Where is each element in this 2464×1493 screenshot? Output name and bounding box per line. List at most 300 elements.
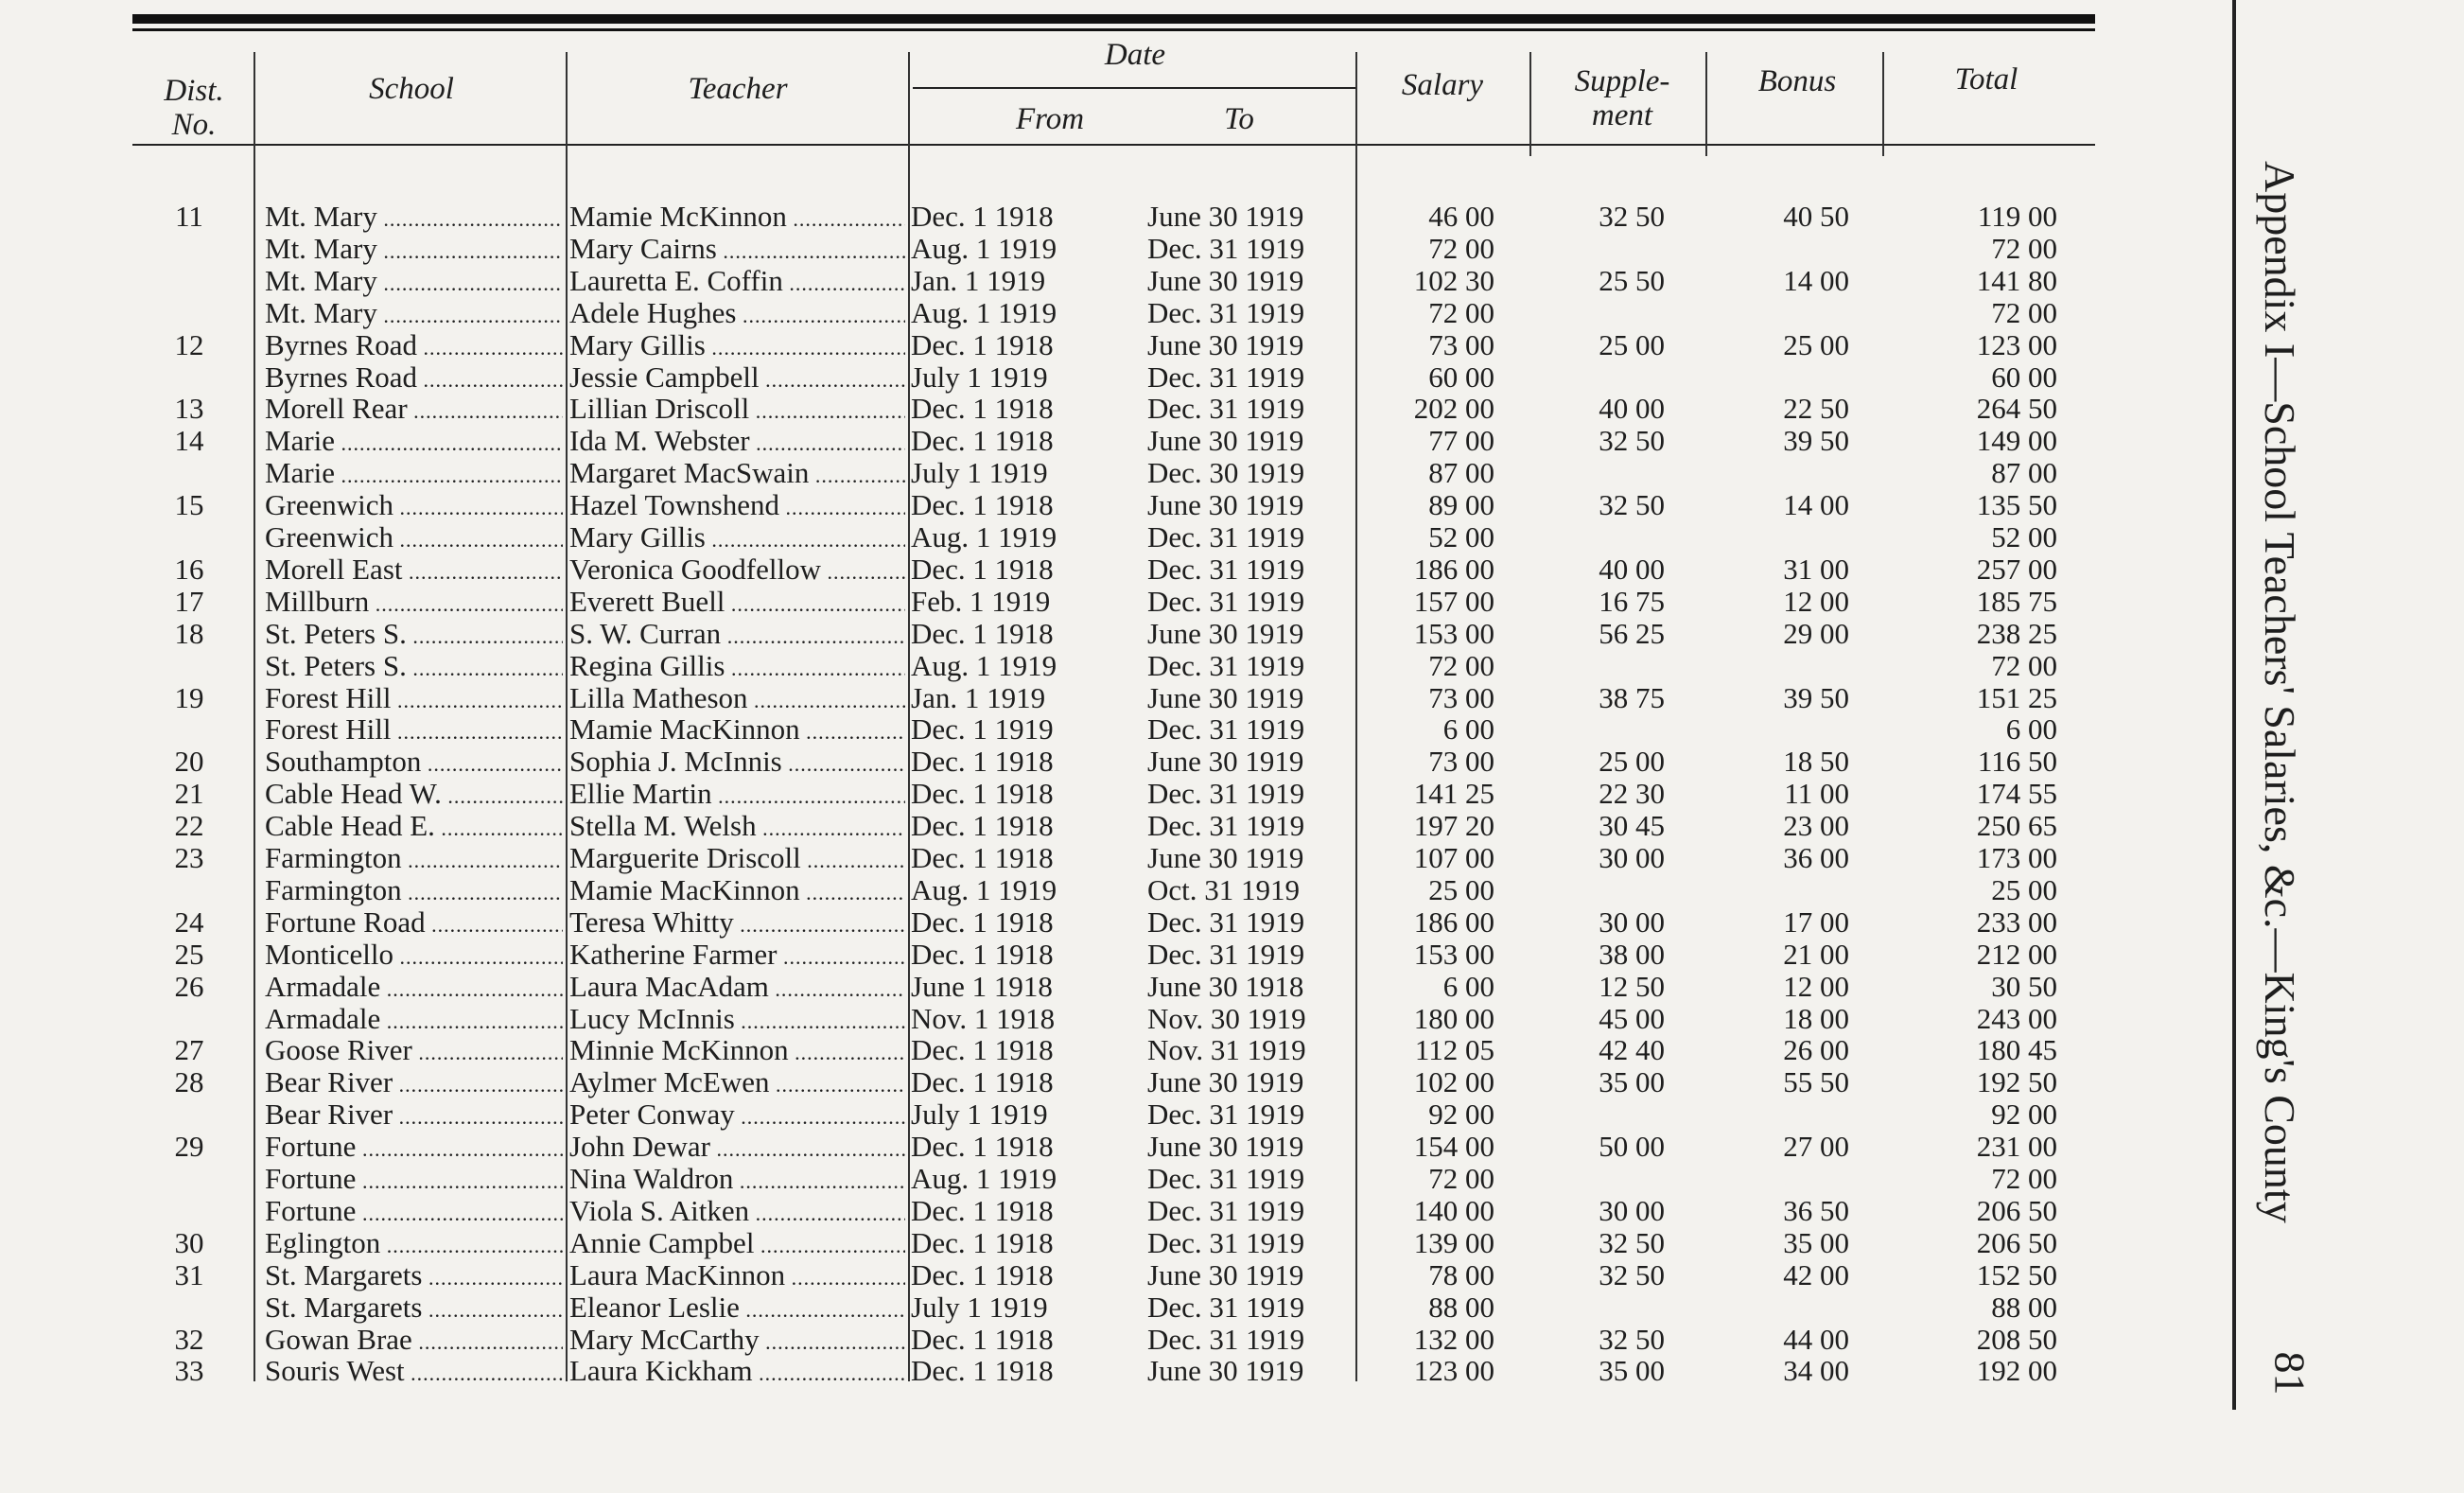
total-cell: 238 25 (1976, 616, 2057, 650)
bonus-cell: 23 00 (1783, 809, 1849, 843)
bonus-cell: 22 50 (1783, 392, 1849, 426)
bonus-cell: 18 00 (1783, 1001, 1849, 1035)
school-cell: Byrnes Road ..... (265, 329, 563, 364)
school-cell: Cable Head W. ..... (265, 778, 563, 813)
supplement-cell: 40 00 (1599, 392, 1665, 426)
bonus-cell: 29 00 (1783, 616, 1849, 650)
date-to-cell: Dec. 31 1919 (1147, 552, 1305, 586)
date-from-cell: Dec. 1 1918 (911, 1322, 1054, 1356)
dist-no-cell: 22 (174, 809, 204, 843)
date-to-cell: Dec. 31 1919 (1147, 520, 1305, 553)
header-bottom-rule (132, 144, 2095, 146)
header-dist-line2: No. (171, 108, 217, 142)
teacher-cell: Minnie McKinnon ..... (569, 1034, 905, 1069)
teacher-cell: Mary Gillis ..... (569, 329, 905, 364)
bonus-cell: 25 00 (1783, 327, 1849, 361)
header-date: Date (1104, 38, 1166, 72)
date-from-cell: Dec. 1 1918 (911, 841, 1054, 874)
school-cell: Marie ..... (265, 457, 563, 492)
teacher-cell: S. W. Curran ..... (569, 618, 905, 653)
date-to-cell: Nov. 30 1919 (1147, 1001, 1306, 1035)
school-cell: Armadale ..... (265, 1003, 563, 1038)
supplement-cell: 35 00 (1599, 1065, 1665, 1099)
supplement-cell: 32 50 (1599, 488, 1665, 522)
salary-cell: 202 00 (1413, 392, 1494, 426)
school-cell: Armadale ..... (265, 971, 563, 1006)
total-cell: 192 00 (1976, 1354, 2057, 1388)
school-cell: Farmington ..... (265, 842, 563, 877)
date-to-cell: June 30 1919 (1147, 1065, 1304, 1099)
date-to-cell: June 30 1919 (1147, 263, 1304, 297)
total-cell: 30 50 (1991, 969, 2057, 1003)
dist-no-cell: 27 (174, 1033, 204, 1067)
dist-no-cell: 31 (174, 1257, 204, 1291)
date-from-cell: Dec. 1 1918 (911, 937, 1054, 971)
school-cell: St. Margarets ..... (265, 1259, 563, 1294)
date-to-cell: Dec. 30 1919 (1147, 456, 1305, 490)
date-from-cell: Aug. 1 1919 (911, 231, 1057, 265)
bonus-cell: 12 00 (1783, 969, 1849, 1003)
teacher-cell: Adele Hughes ..... (569, 297, 905, 332)
date-from-cell: Feb. 1 1919 (911, 584, 1051, 618)
supplement-cell: 45 00 (1599, 1001, 1665, 1035)
supplement-cell: 32 50 (1599, 424, 1665, 458)
school-cell: Forest Hill ..... (265, 713, 563, 748)
salary-cell: 180 00 (1413, 1001, 1494, 1035)
supplement-cell: 12 50 (1599, 969, 1665, 1003)
header-school: School (369, 72, 454, 106)
salary-cell: 72 00 (1428, 1162, 1494, 1195)
school-cell: St. Peters S. ..... (265, 618, 563, 653)
salary-cell: 73 00 (1428, 680, 1494, 714)
date-sub-rule (913, 87, 1357, 89)
total-cell: 119 00 (1977, 200, 2057, 233)
teacher-cell: Stella M. Welsh ..... (569, 810, 905, 845)
header-teacher: Teacher (688, 72, 788, 106)
school-cell: Goose River ..... (265, 1034, 563, 1069)
header-supplement-line2: ment (1591, 98, 1653, 132)
total-cell: 206 50 (1976, 1193, 2057, 1227)
date-from-cell: Dec. 1 1918 (911, 745, 1054, 779)
total-cell: 152 50 (1976, 1257, 2057, 1291)
teacher-cell: Mamie McKinnon ..... (569, 201, 905, 236)
supplement-cell: 32 50 (1599, 1257, 1665, 1291)
teacher-cell: Mamie MacKinnon ..... (569, 874, 905, 909)
date-to-cell: June 30 1919 (1147, 616, 1304, 650)
date-from-cell: Aug. 1 1919 (911, 520, 1057, 553)
total-cell: 250 65 (1976, 809, 2057, 843)
salary-cell: 92 00 (1428, 1098, 1494, 1132)
dist-no-cell: 17 (174, 584, 204, 618)
bonus-cell: 12 00 (1783, 584, 1849, 618)
supplement-cell: 35 00 (1599, 1354, 1665, 1388)
date-to-cell: Dec. 31 1919 (1147, 712, 1305, 746)
dist-no-cell: 13 (174, 392, 204, 426)
bonus-cell: 18 50 (1783, 745, 1849, 779)
supplement-cell: 38 00 (1599, 937, 1665, 971)
date-from-cell: Dec. 1 1919 (911, 712, 1054, 746)
bonus-cell: 27 00 (1783, 1130, 1849, 1164)
dist-no-cell: 32 (174, 1322, 204, 1356)
school-cell: St. Margarets ..... (265, 1291, 563, 1326)
salary-cell: 140 00 (1413, 1193, 1494, 1227)
header-supplement (1537, 64, 1707, 132)
date-to-cell: Dec. 31 1919 (1147, 1162, 1305, 1195)
header-salary: Salary (1401, 68, 1484, 102)
table-row (0, 810, 2128, 842)
total-cell: 123 00 (1976, 327, 2057, 361)
school-cell: Fortune ..... (265, 1163, 563, 1198)
salary-cell: 52 00 (1428, 520, 1494, 553)
salary-cell: 72 00 (1428, 648, 1494, 682)
header-from: From (1015, 102, 1085, 136)
salary-cell: 46 00 (1428, 200, 1494, 233)
bonus-cell: 40 50 (1783, 200, 1849, 233)
table-row (0, 842, 2128, 874)
table-row (0, 713, 2128, 746)
school-cell: Morell East ..... (265, 553, 563, 588)
teacher-cell: Marguerite Driscoll ..... (569, 842, 905, 877)
salary-cell: 197 20 (1413, 809, 1494, 843)
supplement-cell: 30 00 (1599, 841, 1665, 874)
total-cell: 180 45 (1976, 1033, 2057, 1067)
salary-cell: 107 00 (1413, 841, 1494, 874)
dist-no-cell: 12 (174, 327, 204, 361)
supplement-cell: 32 50 (1599, 1225, 1665, 1259)
date-from-cell: Dec. 1 1918 (911, 1193, 1054, 1227)
table-row (0, 874, 2128, 906)
supplement-cell: 42 40 (1599, 1033, 1665, 1067)
salary-cell: 186 00 (1413, 552, 1494, 586)
school-cell: Eglington ..... (265, 1227, 563, 1262)
header-dist-line1: Dist. (164, 74, 224, 108)
school-cell: Greenwich ..... (265, 489, 563, 524)
total-cell: 149 00 (1976, 424, 2057, 458)
bonus-cell: 31 00 (1783, 552, 1849, 586)
date-to-cell: Dec. 31 1919 (1147, 1290, 1305, 1324)
total-cell: 206 50 (1976, 1225, 2057, 1259)
teacher-cell: John Dewar ..... (569, 1131, 905, 1166)
bonus-cell: 42 00 (1783, 1257, 1849, 1291)
total-cell: 25 00 (1991, 872, 2057, 906)
total-cell: 135 50 (1976, 488, 2057, 522)
header-dist (142, 74, 246, 142)
total-cell: 60 00 (1991, 360, 2057, 394)
teacher-cell: Annie Campbel ..... (569, 1227, 905, 1262)
teacher-cell: Mary McCarthy ..... (569, 1324, 905, 1359)
date-to-cell: June 30 1919 (1147, 488, 1304, 522)
table-row (0, 329, 2128, 361)
date-to-cell: Dec. 31 1919 (1147, 1098, 1305, 1132)
dist-no-cell: 28 (174, 1065, 204, 1099)
total-cell: 151 25 (1976, 680, 2057, 714)
salary-cell: 87 00 (1428, 456, 1494, 490)
bonus-cell: 55 50 (1783, 1065, 1849, 1099)
school-cell: Bear River ..... (265, 1066, 563, 1101)
dist-no-cell: 30 (174, 1225, 204, 1259)
teacher-cell: Eleanor Leslie ..... (569, 1291, 905, 1326)
date-to-cell: June 30 1919 (1147, 745, 1304, 779)
date-from-cell: Dec. 1 1918 (911, 488, 1054, 522)
school-cell: Cable Head E. ..... (265, 810, 563, 845)
date-from-cell: Dec. 1 1918 (911, 392, 1054, 426)
date-to-cell: June 30 1919 (1147, 424, 1304, 458)
supplement-cell: 22 30 (1599, 777, 1665, 811)
supplement-cell: 30 45 (1599, 809, 1665, 843)
school-cell: Millburn ..... (265, 586, 563, 621)
date-from-cell: Dec. 1 1918 (911, 200, 1054, 233)
header-to: To (1224, 102, 1254, 136)
supplement-cell: 50 00 (1599, 1130, 1665, 1164)
table-row (0, 746, 2128, 778)
date-to-cell: Dec. 31 1919 (1147, 777, 1305, 811)
school-cell: Southampton ..... (265, 746, 563, 781)
running-head-title: Appendix I—School Teachers' Salaries, &c.—King's County (2256, 161, 2304, 1223)
teacher-cell: Katherine Farmer ..... (569, 939, 905, 974)
date-to-cell: Oct. 31 1919 (1147, 872, 1301, 906)
col-rule-6 (1705, 52, 1707, 156)
date-from-cell: Dec. 1 1918 (911, 1033, 1054, 1067)
teacher-cell: Mamie MacKinnon ..... (569, 713, 905, 748)
table-row (0, 1291, 2128, 1324)
salary-cell: 88 00 (1428, 1290, 1494, 1324)
header-supplement-line1: Supple- (1574, 64, 1670, 98)
teacher-cell: Everett Buell ..... (569, 586, 905, 621)
date-from-cell: Dec. 1 1918 (911, 552, 1054, 586)
supplement-cell: 32 50 (1599, 200, 1665, 233)
school-cell: Forest Hill ..... (265, 682, 563, 717)
salary-cell: 141 25 (1413, 777, 1494, 811)
salary-cell: 60 00 (1428, 360, 1494, 394)
date-to-cell: June 30 1918 (1147, 969, 1304, 1003)
salary-cell: 6 00 (1442, 712, 1494, 746)
teacher-cell: Teresa Whitty ..... (569, 906, 905, 941)
running-head (2246, 161, 2360, 1467)
total-cell: 243 00 (1976, 1001, 2057, 1035)
total-cell: 116 50 (1977, 745, 2057, 779)
date-to-cell: June 30 1919 (1147, 1354, 1304, 1388)
school-cell: Mt. Mary ..... (265, 297, 563, 332)
date-to-cell: Dec. 31 1919 (1147, 809, 1305, 843)
total-cell: 88 00 (1991, 1290, 2057, 1324)
date-to-cell: Dec. 31 1919 (1147, 584, 1305, 618)
teacher-cell: Jessie Campbell ..... (569, 361, 905, 396)
date-from-cell: July 1 1919 (911, 360, 1048, 394)
date-from-cell: Dec. 1 1918 (911, 777, 1054, 811)
supplement-cell: 25 50 (1599, 263, 1665, 297)
table-row (0, 393, 2128, 425)
table-row (0, 553, 2128, 586)
date-from-cell: Dec. 1 1918 (911, 1354, 1054, 1388)
salary-cell: 102 00 (1413, 1065, 1494, 1099)
table-row (0, 233, 2128, 265)
school-cell: Greenwich ..... (265, 521, 563, 556)
date-to-cell: Dec. 31 1919 (1147, 937, 1305, 971)
header-bonus: Bonus (1757, 64, 1837, 98)
table-row (0, 971, 2128, 1003)
total-cell: 52 00 (1991, 520, 2057, 553)
date-from-cell: Dec. 1 1918 (911, 424, 1054, 458)
teacher-cell: Margaret MacSwain ..... (569, 457, 905, 492)
dist-no-cell: 33 (174, 1354, 204, 1388)
date-from-cell: Jan. 1 1919 (911, 680, 1046, 714)
date-to-cell: June 30 1919 (1147, 200, 1304, 233)
salary-cell: 102 30 (1413, 263, 1494, 297)
total-cell: 72 00 (1991, 648, 2057, 682)
date-from-cell: Dec. 1 1918 (911, 1065, 1054, 1099)
total-cell: 72 00 (1991, 231, 2057, 265)
teacher-cell: Mary Gillis ..... (569, 521, 905, 556)
date-from-cell: Dec. 1 1918 (911, 809, 1054, 843)
table-row (0, 1227, 2128, 1259)
header-total: Total (1954, 62, 2018, 97)
teacher-cell: Laura MacAdam ..... (569, 971, 905, 1006)
date-to-cell: Dec. 31 1919 (1147, 1225, 1305, 1259)
school-cell: Mt. Mary ..... (265, 265, 563, 300)
bonus-cell: 11 00 (1784, 777, 1849, 811)
date-from-cell: Aug. 1 1919 (911, 295, 1057, 329)
page-spine-rule (2232, 0, 2236, 1410)
school-cell: Fortune ..... (265, 1195, 563, 1230)
teacher-cell: Regina Gillis ..... (569, 650, 905, 685)
date-from-cell: Dec. 1 1918 (911, 616, 1054, 650)
bonus-cell: 21 00 (1783, 937, 1849, 971)
date-from-cell: July 1 1919 (911, 1098, 1048, 1132)
table-row (0, 650, 2128, 682)
salary-cell: 153 00 (1413, 616, 1494, 650)
salary-cell: 77 00 (1428, 424, 1494, 458)
teacher-cell: Peter Conway ..... (569, 1098, 905, 1133)
salary-cell: 153 00 (1413, 937, 1494, 971)
salary-cell: 89 00 (1428, 488, 1494, 522)
bonus-cell: 44 00 (1783, 1322, 1849, 1356)
dist-no-cell: 18 (174, 616, 204, 650)
date-from-cell: Dec. 1 1918 (911, 1225, 1054, 1259)
top-rule-thick (132, 14, 2095, 24)
table-row (0, 1163, 2128, 1195)
dist-no-cell: 26 (174, 969, 204, 1003)
table-row (0, 682, 2128, 714)
date-from-cell: June 1 1918 (911, 969, 1053, 1003)
teacher-cell: Mary Cairns ..... (569, 233, 905, 268)
date-to-cell: Dec. 31 1919 (1147, 648, 1305, 682)
date-to-cell: Dec. 31 1919 (1147, 295, 1305, 329)
bonus-cell: 39 50 (1783, 424, 1849, 458)
school-cell: Monticello ..... (265, 939, 563, 974)
salary-cell: 123 00 (1413, 1354, 1494, 1388)
date-to-cell: June 30 1919 (1147, 680, 1304, 714)
date-from-cell: Dec. 1 1918 (911, 1130, 1054, 1164)
school-cell: Fortune ..... (265, 1131, 563, 1166)
date-from-cell: Dec. 1 1918 (911, 1257, 1054, 1291)
date-to-cell: Dec. 31 1919 (1147, 231, 1305, 265)
date-to-cell: June 30 1919 (1147, 1130, 1304, 1164)
table-row (0, 1034, 2128, 1066)
table-row (0, 489, 2128, 521)
school-cell: Byrnes Road ..... (265, 361, 563, 396)
salary-cell: 157 00 (1413, 584, 1494, 618)
teacher-cell: Laura MacKinnon ..... (569, 1259, 905, 1294)
table-row (0, 1324, 2128, 1356)
date-to-cell: Dec. 31 1919 (1147, 1322, 1305, 1356)
table-row (0, 297, 2128, 329)
dist-no-cell: 24 (174, 905, 204, 939)
total-cell: 72 00 (1991, 1162, 2057, 1195)
table-row (0, 1259, 2128, 1291)
table-row (0, 425, 2128, 457)
salary-cell: 154 00 (1413, 1130, 1494, 1164)
dist-no-cell: 16 (174, 552, 204, 586)
total-cell: 174 55 (1976, 777, 2057, 811)
date-from-cell: Aug. 1 1919 (911, 648, 1057, 682)
dist-no-cell: 11 (175, 200, 203, 233)
salary-cell: 72 00 (1428, 295, 1494, 329)
date-to-cell: June 30 1919 (1147, 1257, 1304, 1291)
school-cell: Marie ..... (265, 425, 563, 460)
total-cell: 185 75 (1976, 584, 2057, 618)
table-row (0, 1355, 2128, 1387)
supplement-cell: 25 00 (1599, 745, 1665, 779)
table-row (0, 1195, 2128, 1227)
supplement-cell: 32 50 (1599, 1322, 1665, 1356)
dist-no-cell: 15 (174, 488, 204, 522)
table-row (0, 361, 2128, 394)
teacher-cell: Hazel Townshend ..... (569, 489, 905, 524)
date-from-cell: Aug. 1 1919 (911, 872, 1057, 906)
date-to-cell: June 30 1919 (1147, 841, 1304, 874)
col-rule-7 (1882, 52, 1884, 156)
salary-cell: 78 00 (1428, 1257, 1494, 1291)
dist-no-cell: 14 (174, 424, 204, 458)
supplement-cell: 56 25 (1599, 616, 1665, 650)
supplement-cell: 30 00 (1599, 905, 1665, 939)
salary-cell: 186 00 (1413, 905, 1494, 939)
school-cell: Farmington ..... (265, 874, 563, 909)
teacher-cell: Ellie Martin ..... (569, 778, 905, 813)
supplement-cell: 16 75 (1599, 584, 1665, 618)
date-from-cell: Aug. 1 1919 (911, 1162, 1057, 1195)
bonus-cell: 36 50 (1783, 1193, 1849, 1227)
bonus-cell: 34 00 (1783, 1354, 1849, 1388)
table-row (0, 1066, 2128, 1098)
teacher-cell: Aylmer McEwen ..... (569, 1066, 905, 1101)
total-cell: 257 00 (1976, 552, 2057, 586)
date-to-cell: Nov. 31 1919 (1147, 1033, 1306, 1067)
table-row (0, 618, 2128, 650)
table-row (0, 457, 2128, 489)
table-row (0, 521, 2128, 553)
school-cell: Mt. Mary ..... (265, 233, 563, 268)
total-cell: 141 80 (1976, 263, 2057, 297)
salary-cell: 132 00 (1413, 1322, 1494, 1356)
teacher-cell: Laura Kickham ..... (569, 1355, 905, 1390)
teacher-cell: Sophia J. McInnis ..... (569, 746, 905, 781)
dist-no-cell: 25 (174, 937, 204, 971)
date-from-cell: Dec. 1 1918 (911, 905, 1054, 939)
teacher-cell: Lillian Driscoll ..... (569, 393, 905, 428)
bonus-cell: 36 00 (1783, 841, 1849, 874)
date-from-cell: Jan. 1 1919 (911, 263, 1046, 297)
top-rule-thin (132, 28, 2095, 31)
date-to-cell: June 30 1919 (1147, 327, 1304, 361)
dist-no-cell: 20 (174, 745, 204, 779)
school-cell: Souris West ..... (265, 1355, 563, 1390)
bonus-cell: 26 00 (1783, 1033, 1849, 1067)
salary-cell: 25 00 (1428, 872, 1494, 906)
total-cell: 6 00 (2005, 712, 2057, 746)
date-from-cell: July 1 1919 (911, 1290, 1048, 1324)
total-cell: 264 50 (1976, 392, 2057, 426)
